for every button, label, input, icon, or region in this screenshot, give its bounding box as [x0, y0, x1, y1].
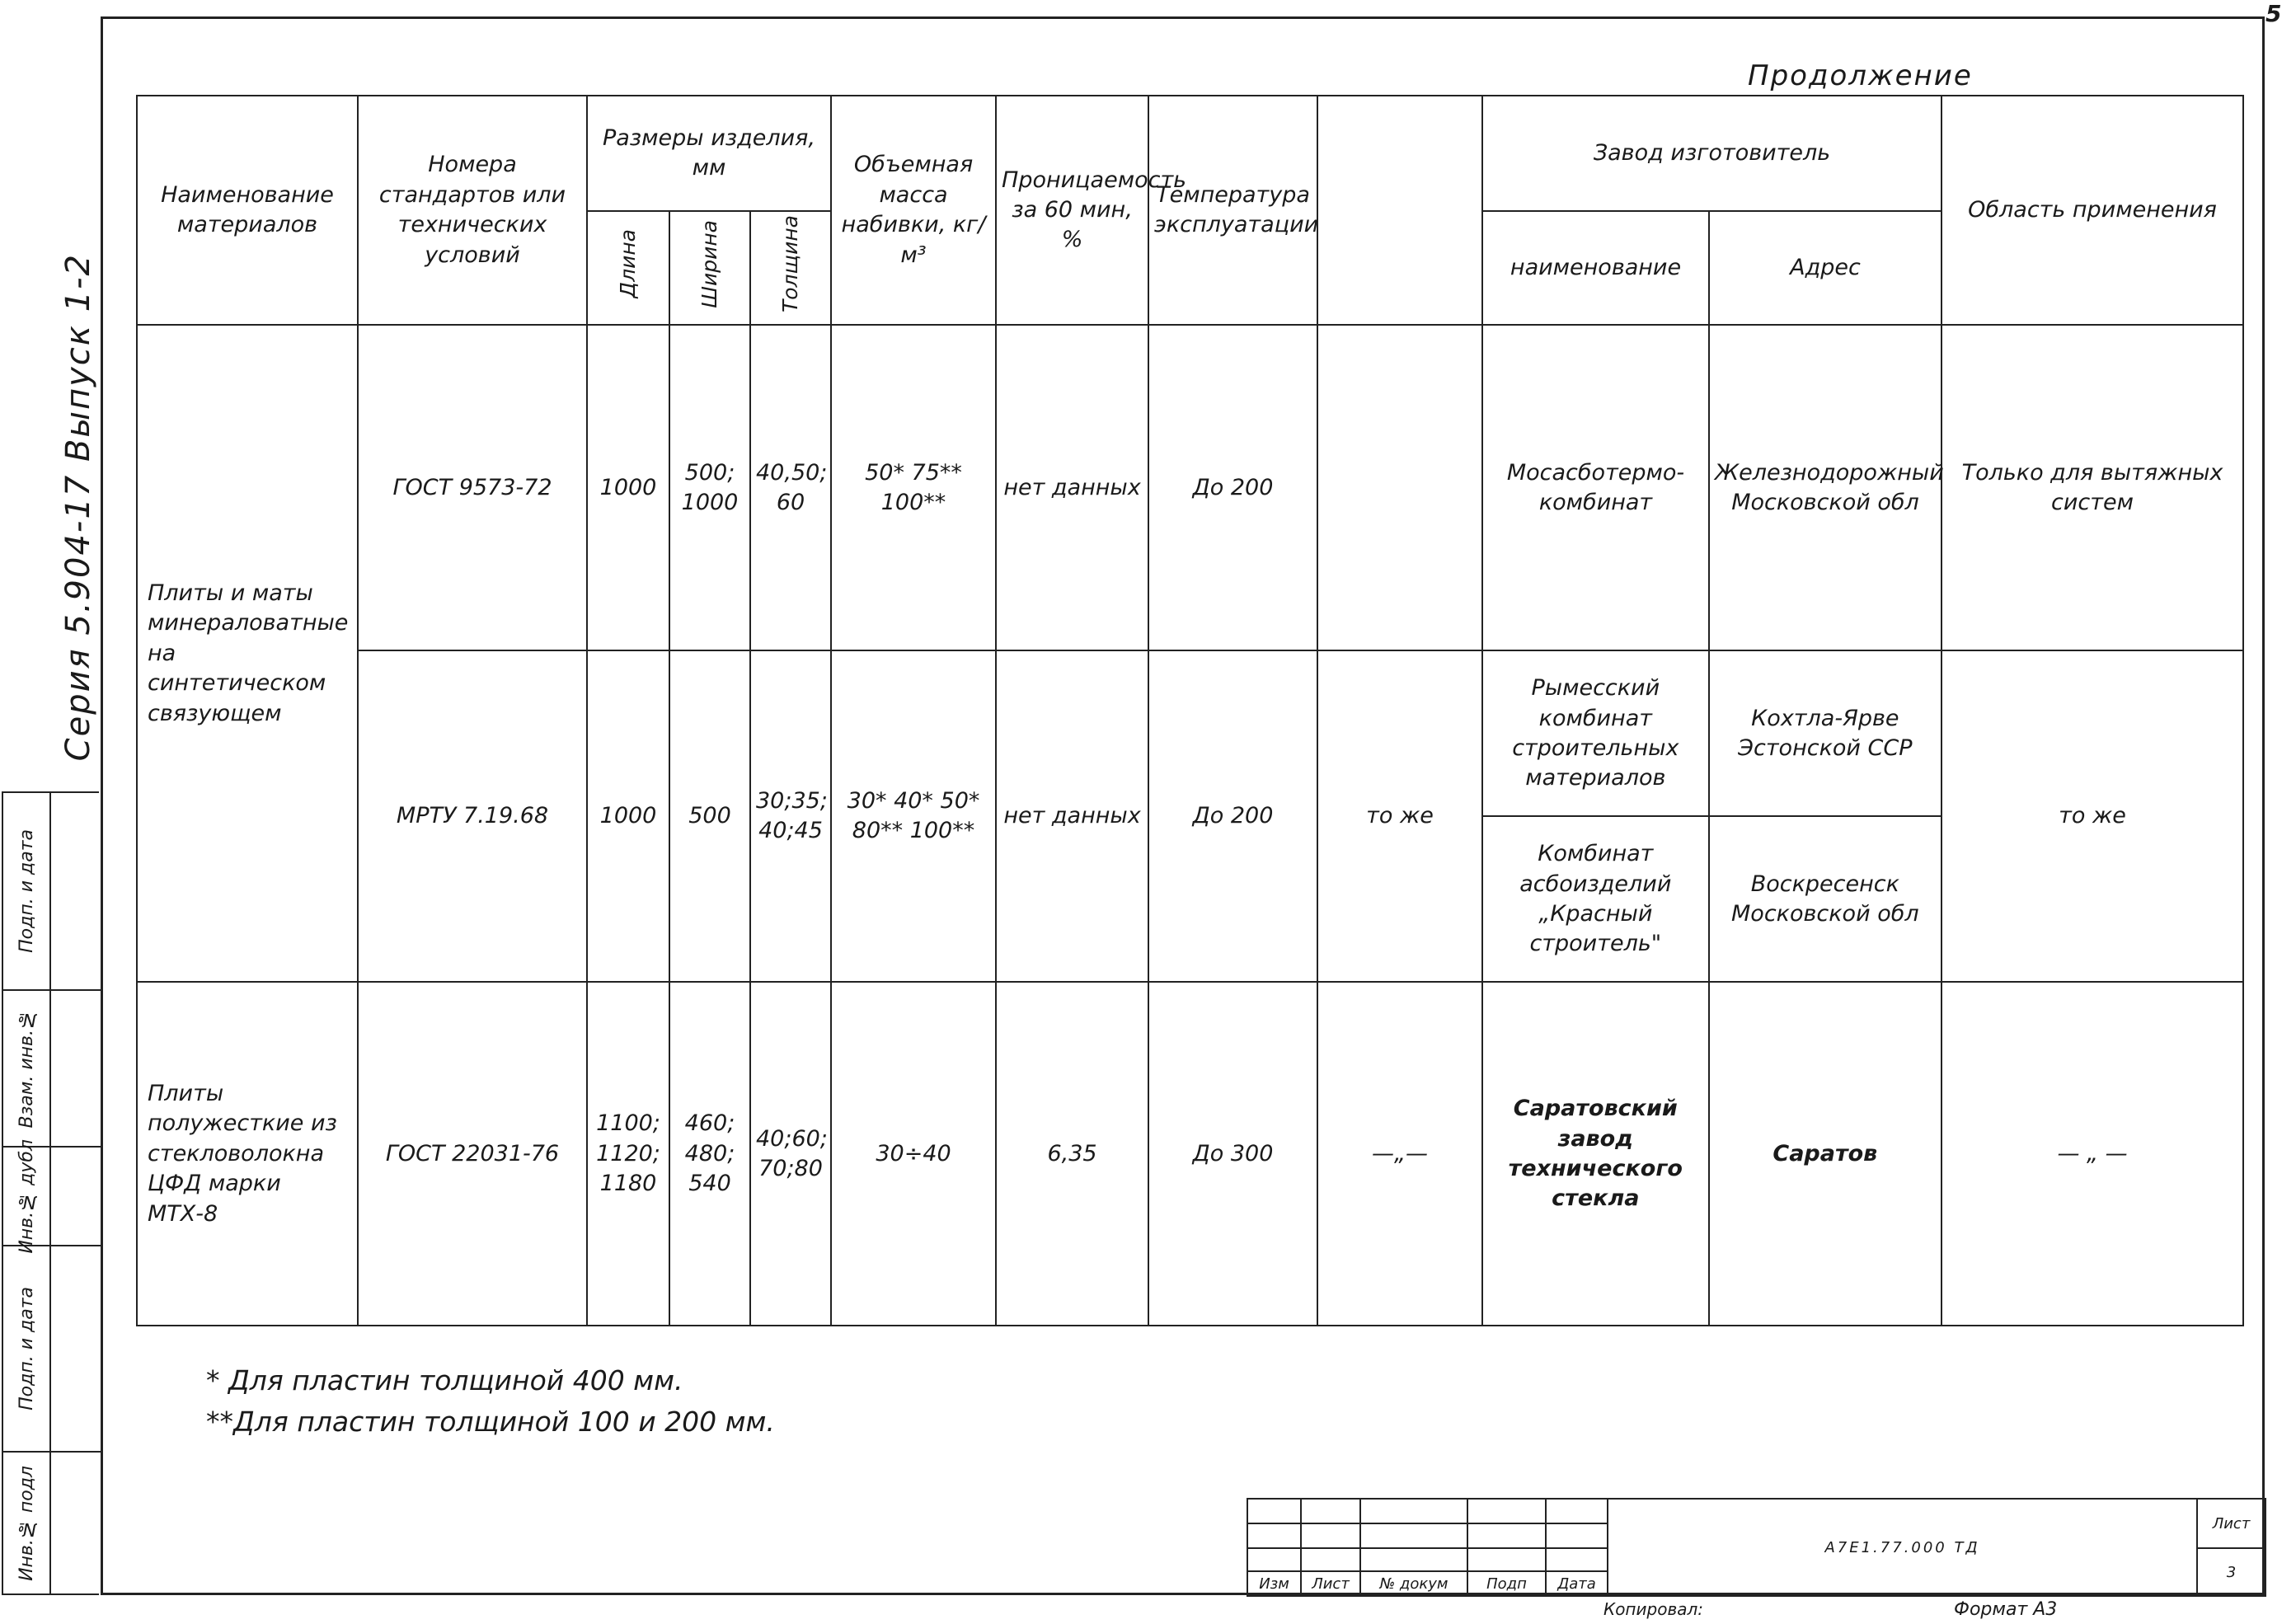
width-cell: 460; 480; 540 — [669, 982, 750, 1326]
maker-cell: Мосасботермо-комбинат — [1482, 325, 1709, 650]
application-cell: то же — [1942, 650, 2243, 982]
stamp-row: Взам. инв.№ — [3, 991, 101, 1148]
permeability-cell: нет данных — [996, 650, 1148, 982]
col-label: Дата — [1546, 1571, 1608, 1596]
standard-cell: ГОСТ 22031-76 — [358, 982, 587, 1326]
col-ninth-cell: то же — [1317, 650, 1482, 982]
materials-table — [136, 95, 2244, 1326]
col-label: Лист — [1301, 1571, 1360, 1596]
length-cell: 1000 — [587, 650, 669, 982]
address-cell: Воскресенск Московской обл — [1731, 871, 1919, 927]
col-label: № докум — [1360, 1571, 1467, 1596]
header-maker-name: наименование — [1482, 211, 1709, 325]
density-cell: 50* 75** 100** — [831, 325, 996, 650]
document-code: А7Е1.77.000 ТД — [1608, 1499, 2197, 1596]
footnote: * Для пластин толщиной 400 мм. — [206, 1364, 683, 1396]
address-cell: Кохтла-Ярве Эстонской ССР — [1709, 651, 1941, 816]
header-thickness: Толщина — [750, 211, 831, 325]
makers-cell — [1482, 650, 1942, 982]
sheet-label: Лист — [2197, 1499, 2265, 1548]
makers-subtable — [1483, 651, 1941, 981]
material-name: Плиты и маты минераловатные на синтетическом связующем — [137, 325, 358, 982]
format-label: Формат А3 — [1954, 1599, 2058, 1620]
density-cell: 30÷40 — [831, 982, 996, 1326]
header-standard: Номера стандартов или технических условий — [358, 96, 587, 325]
header-width: Ширина — [669, 211, 750, 325]
header-length: Длина — [587, 211, 669, 325]
continuation-label: Продолжение — [1748, 59, 1973, 92]
page-number: 5 — [2265, 0, 2282, 27]
standard-cell: ГОСТ 9573-72 — [358, 325, 587, 650]
temperature-cell: До 300 — [1148, 982, 1317, 1326]
density-cell: 30* 40* 50* 80** 100** — [831, 650, 996, 982]
address-cell: Железнодорожный Московской обл — [1709, 325, 1942, 650]
title-block — [1247, 1498, 2266, 1597]
footnote: **Для пластин толщиной 100 и 200 мм. — [206, 1406, 775, 1438]
standard-cell: МРТУ 7.19.68 — [358, 650, 587, 982]
header-address: Адрес — [1709, 211, 1942, 325]
length-cell: 1100; 1120; 1180 — [587, 982, 669, 1326]
application-cell: Только для вытяжных систем — [1942, 325, 2243, 650]
maker-cell: Комбинат асбоизделий „Красный строитель" — [1483, 816, 1709, 981]
application-cell: — „ — — [1942, 982, 2243, 1326]
header-permeability: Проницаемость за 60 мин, % — [996, 96, 1148, 325]
makers-subtable — [1483, 983, 1941, 1325]
thickness-cell: 40,50; 60 — [750, 325, 831, 650]
stamp-row: Инв.№ дубл — [3, 1148, 101, 1246]
temperature-cell: До 200 — [1148, 325, 1317, 650]
stamp-row: Подп. и дата — [3, 793, 101, 991]
col-label: Изм — [1247, 1571, 1301, 1596]
maker-cell: Саратовский завод технического стекла — [1483, 983, 1709, 1325]
header-dimensions: Размеры изделия, мм — [587, 96, 831, 211]
header-manufacturer: Завод изготовитель — [1482, 96, 1942, 211]
header-temperature: Температура эксплуатации — [1148, 96, 1317, 325]
temperature-cell: До 200 — [1148, 650, 1317, 982]
header-density: Объемная масса набивки, кг/м³ — [831, 96, 996, 325]
side-stamp — [2, 791, 99, 1595]
makers-cell — [1482, 982, 1942, 1326]
col-label: Подп — [1467, 1571, 1546, 1596]
table-row — [137, 650, 2243, 982]
copied-label: Копировал: — [1603, 1599, 1704, 1619]
sheet-number: 3 — [2197, 1548, 2265, 1596]
header-application: Область применения — [1942, 96, 2243, 325]
width-cell: 500; 1000 — [669, 325, 750, 650]
col-ninth-cell: —„— — [1317, 982, 1482, 1326]
maker-cell: Рымесский комбинат строительных материалов — [1483, 651, 1709, 816]
permeability-cell: нет данных — [996, 325, 1148, 650]
header-col-ninth — [1317, 96, 1482, 325]
series-label: Серия 5.904-17 Выпуск 1-2 — [59, 252, 97, 762]
address-cell: Саратов — [1772, 1140, 1878, 1166]
material-name: Плиты полужесткие из стекловолокна ЦФД марки МТХ-8 — [137, 982, 358, 1326]
thickness-cell: 30;35; 40;45 — [750, 650, 831, 982]
col-ninth-cell — [1317, 325, 1482, 650]
thickness-cell: 40;60; 70;80 — [750, 982, 831, 1326]
table-row — [137, 982, 2243, 1326]
stamp-row: Подп. и дата — [3, 1246, 101, 1453]
table-row — [137, 325, 2243, 650]
permeability-cell: 6,35 — [996, 982, 1148, 1326]
header-name: Наименование материалов — [137, 96, 358, 325]
length-cell: 1000 — [587, 325, 669, 650]
width-cell: 500 — [669, 650, 750, 982]
stamp-row: Инв.№ подл — [3, 1453, 101, 1594]
